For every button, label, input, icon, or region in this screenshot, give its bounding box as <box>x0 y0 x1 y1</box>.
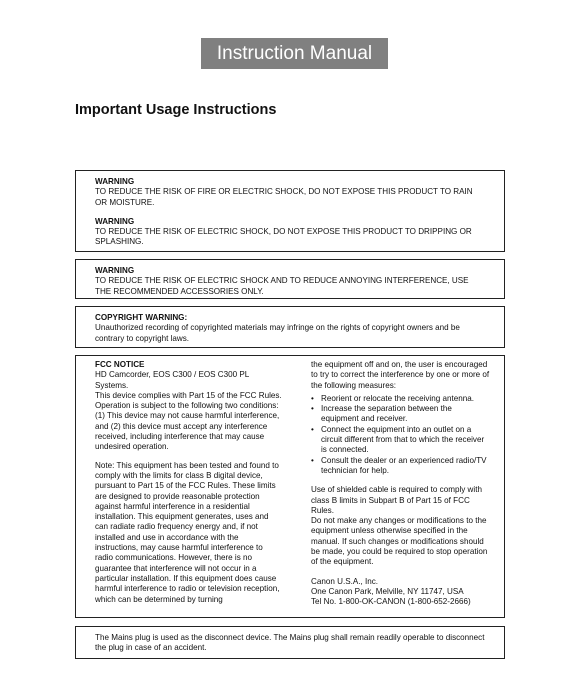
company-name: Canon U.S.A., Inc. <box>311 576 379 586</box>
copyright-text: Unauthorized recording of copyrighted materials may infringe on the rights of copyright owners and be contrary to copyright laws. <box>95 323 460 343</box>
accessories-warning-box <box>75 259 505 299</box>
company-phone: Tel No. 1-800-OK-CANON (1-800-652-2666) <box>311 597 471 607</box>
fcc-right-column <box>311 360 491 608</box>
warning-heading: WARNING <box>95 216 135 226</box>
company-address <box>311 577 491 608</box>
mains-text: The Mains plug is used as the disconnect device. The Mains plug shall remain readily operable to disconnect the plug in case of an accident. <box>95 633 485 653</box>
fcc-measures-list <box>311 394 491 476</box>
list-item: • Reorient or relocate the receiving antenna. <box>311 394 491 404</box>
fcc-compliance: This device complies with Part 15 of the FCC Rules. Operation is subject to the following two conditions: (1) This device may not cause harmful interference, and (2) this device must accept any interference received, including interference that may cause undesired operation. <box>95 390 282 452</box>
fcc-note: Note: This equipment has been tested and found to comply with the limits for class B digital device, pursuant to Part 15 of the FCC Rules. These limits are designed to provide reasonable protection against harmful interference in a residential installation. This equipment generates, uses and can radiate radio frequency energy and, if not installed and use in accordance with the instructions, may cause harmful interference to radio communications. However, there is no guarantee that interference will not occur in a particular installation. If this equipment does cause harmful interference to radio or television reception, which can be determined by turning <box>95 460 280 604</box>
warning-text: TO REDUCE THE RISK OF FIRE OR ELECTRIC SHOCK, DO NOT EXPOSE THIS PRODUCT TO RAIN OR MOISTURE. <box>95 187 473 207</box>
fcc-model: HD Camcorder, EOS C300 / EOS C300 PL Systems. <box>95 370 249 390</box>
fcc-notice-box <box>75 355 505 618</box>
fcc-continued: the equipment off and on, the user is encouraged to try to correct the interference by one or more of the following measures: <box>311 360 490 390</box>
fcc-cable: Use of shielded cable is required to comply with class B limits in Subpart B of Part 15 of FCC Rules. <box>311 485 482 515</box>
list-item: • Increase the separation between the equipment and receiver. <box>311 404 491 425</box>
manual-title: Instruction Manual <box>216 43 373 64</box>
copyright-heading: COPYRIGHT WARNING: <box>95 313 188 322</box>
warning-text: TO REDUCE THE RISK OF ELECTRIC SHOCK AND TO REDUCE ANNOYING INTERFERENCE, USE THE RECOMMENDED ACCESSORIES ONLY. <box>95 276 469 296</box>
section-title: Important Usage Instructions <box>75 102 277 118</box>
fcc-heading: FCC NOTICE <box>95 360 145 369</box>
mains-plug-box <box>75 626 505 659</box>
warning-text: TO REDUCE THE RISK OF ELECTRIC SHOCK, DO NOT EXPOSE THIS PRODUCT TO DRIPPING OR SPLASHING. <box>95 227 472 247</box>
list-item: • Connect the equipment into an outlet on a circuit different from that to which the receiver is connected. <box>311 425 491 456</box>
company-street: One Canon Park, Melville, NY 11747, USA <box>311 586 464 596</box>
warning-heading: WARNING <box>95 177 135 186</box>
fcc-changes: Do not make any changes or modifications to the equipment unless otherwise specified in the manual. If such changes or modifications should be made, you could be required to stop operation of the equipment. <box>311 516 488 567</box>
manual-title-banner <box>201 38 388 69</box>
copyright-warning-box <box>75 306 505 348</box>
warning-heading: WARNING <box>95 266 135 275</box>
fcc-left-column <box>95 360 282 605</box>
list-item: • Consult the dealer or an experienced radio/TV technician for help. <box>311 456 491 477</box>
warnings-box <box>75 170 505 252</box>
